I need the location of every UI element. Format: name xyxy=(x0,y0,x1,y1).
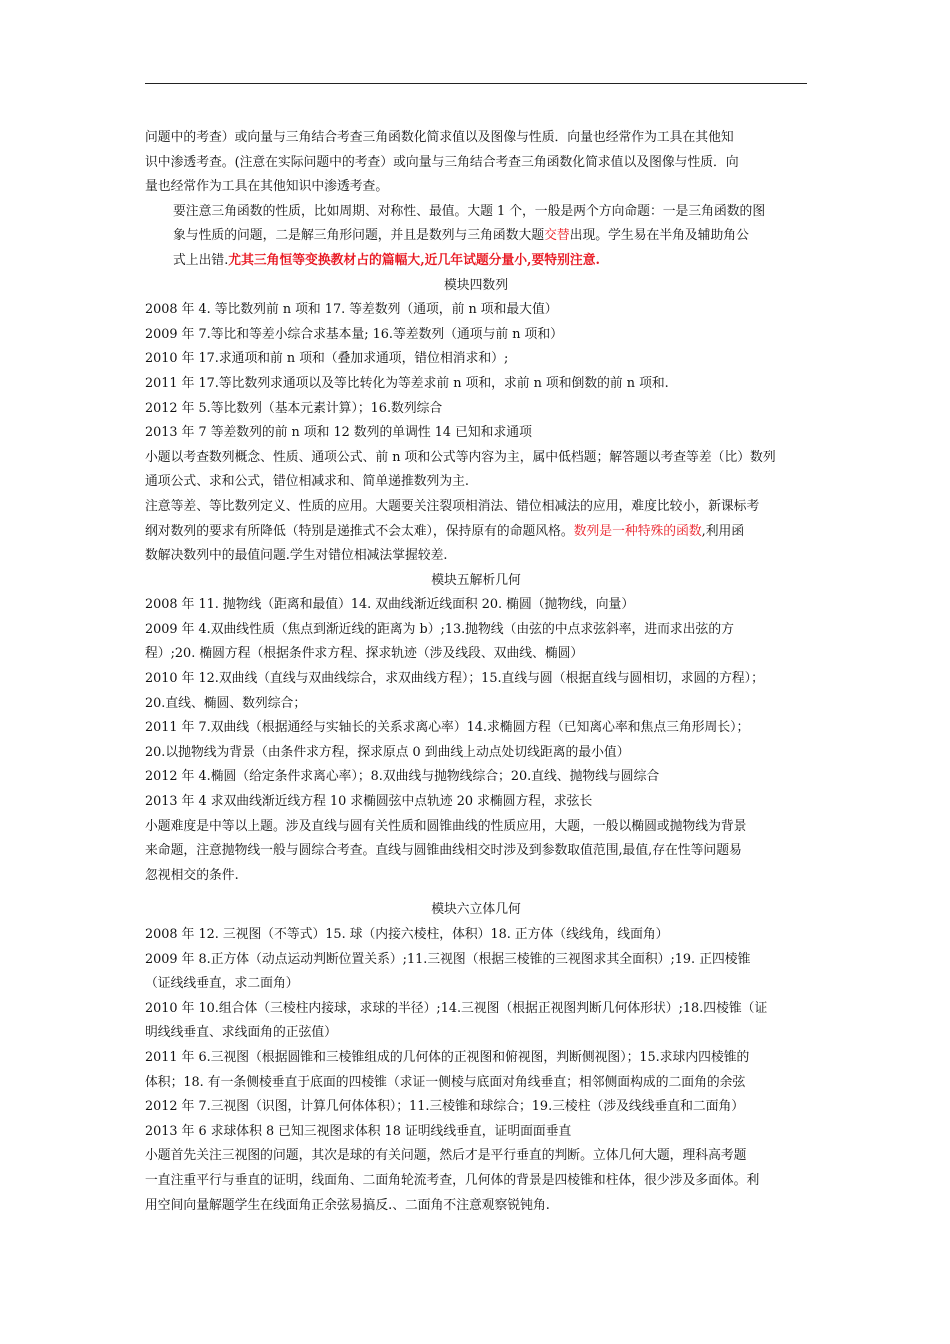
text-line: 2008 年 4. 等比数列前 n 项和 17. 等差数列（通项，前 n 项和最大值） xyxy=(145,302,558,318)
text-line: 2009 年 7.等比和等差小综合求基本量; 16.等差数列（通项与前 n 项和） xyxy=(145,326,563,342)
text-line: 2012 年 7.三视图（识图，计算几何体体积）；11.三棱锥和球综合；19.三棱柱（涉及线线垂直和二面角） xyxy=(145,1099,745,1115)
text-line: 问题中的考查）或向量与三角结合考查三角函数化简求值以及图像与性质．向量也经常作为工具在其他知 xyxy=(145,130,734,145)
highlighted-text: 尤其三角恒等变换教材占的篇幅大,近几年试题分量小,要特别注意. xyxy=(228,252,600,268)
text-line: 2009 年 8.正方体（动点运动判断位置关系）;11.三视图（根据三棱锥的三视图求其全面积）;19. 正四棱锥 xyxy=(145,951,751,967)
text-line xyxy=(145,224,807,249)
text-line: 20.以抛物线为背景（由条件求方程，探求原点 0 到曲线上动点处切线距离的最小值） xyxy=(145,744,630,760)
text-line: 2012 年 5.等比数列（基本元素计算）；16.数列综合 xyxy=(145,400,443,416)
text-line xyxy=(145,249,807,274)
text-line: 明线线垂直、求线面角的正弦值） xyxy=(145,1025,337,1041)
text-line: 2009 年 4.双曲线性质（焦点到渐近线的距离为 b）;13.抛物线（由弦的中点求弦斜率，进而求出弦的方 xyxy=(145,621,734,637)
text-line: 2013 年 6 求球体积 8 已知三视图求体积 18 证明线线垂直，证明面面垂直 xyxy=(145,1123,572,1139)
text-segment: 纲对数列的要求有所降低（特别是递推式不会太难），保持原有的命题风格。 xyxy=(145,523,574,539)
section-heading: 模块四数列 xyxy=(444,277,508,293)
text-line: 2010 年 17.求通项和前 n 项和（叠加求通项，错位相消求和）; xyxy=(145,351,509,367)
text-line: （证线线垂直，求二面角） xyxy=(145,976,299,992)
text-segment: 象与性质的问题，二是解三角形问题，并且是数列与三角函数大题 xyxy=(173,228,545,244)
text-line: 小题首先关注三视图的问题，其次是球的有关问题，然后才是平行垂直的判断。立体几何大题，理科高考题 xyxy=(145,1148,747,1164)
text-line: 2011 年 17.等比数列求通项以及等比转化为等差求前 n 项和，求前 n 项和倒数的前 n 项和. xyxy=(145,375,669,391)
section-heading: 模块六立体几何 xyxy=(431,902,521,918)
text-line: 2013 年 4 求双曲线渐近线方程 10 求椭圆弦中点轨迹 20 求椭圆方程，求弦长 xyxy=(145,794,593,810)
text-line: 小题难度是中等以上题。涉及直线与圆有关性质和圆锥曲线的性质应用，大题，一般以椭圆或抛物线为背景 xyxy=(145,818,747,834)
text-line: 2008 年 12. 三视图（不等式）15. 球（内接六棱柱，体积）18. 正方体（线线角，线面角） xyxy=(145,927,669,942)
text-line: 通项公式、求和公式，错位相减求和、简单递推数列为主. xyxy=(145,474,469,490)
header-rule xyxy=(145,83,807,84)
text-segment: 式上出错. xyxy=(173,252,229,268)
text-line: 2008 年 11. 抛物线（距离和最值）14. 双曲线渐近线面积 20. 椭圆（抛物线，向量） xyxy=(145,597,635,613)
text-line: 量也经常作为工具在其他知识中渗透考查。 xyxy=(145,179,389,195)
text-line: 识中渗透考查。(注意在实际问题中的考查）或向量与三角结合考查三角函数化简求值以及图像与性质．向 xyxy=(145,154,739,170)
text-line: 体积；18. 有一条侧棱垂直于底面的四棱锥（求证一侧棱与底面对角线垂直；相邻侧面构成的二面角的余弦 xyxy=(145,1074,746,1090)
paragraph-gap xyxy=(145,888,807,898)
highlighted-text: 数列是一种特殊的函数 xyxy=(573,523,702,539)
text-line: 2010 年 12.双曲线（直线与双曲线综合，求双曲线方程）；15.直线与圆（根据直线与圆相切，求圆的方程）； xyxy=(145,671,764,687)
text-line: 2013 年 7 等差数列的前 n 项和 12 数列的单调性 14 已知和求通项 xyxy=(145,425,532,441)
section-heading: 模块五解析几何 xyxy=(431,572,521,588)
text-line: 2011 年 6.三视图（根据圆锥和三棱锥组成的几何体的正视图和俯视图，判断侧视图）；15.求球内四棱锥的 xyxy=(145,1049,750,1065)
text-line: 数解决数列中的最值问题.学生对错位相减法掌握较差. xyxy=(145,548,448,564)
text-line: 来命题，注意抛物线一般与圆综合考查。直线与圆锥曲线相交时涉及到参数取值范围,最值,存在性等问题易 xyxy=(145,843,742,859)
text-line: 注意等差、等比数列定义、性质的应用。大题要关注裂项相消法、错位相减法的应用，难度比较小，新课标考 xyxy=(145,498,760,514)
text-segment: ,利用函 xyxy=(701,523,745,539)
text-line: 一直注重平行与垂直的证明，线面角、二面角轮流考查，几何体的背景是四棱锥和柱体，很少涉及多面体。利 xyxy=(145,1172,760,1188)
text-line: 2011 年 7.双曲线（根据通经与实轴长的关系求离心率）14.求椭圆方程（已知离心率和焦点三角形周长）； xyxy=(145,720,750,736)
text-line: 小题以考查数列概念、性质、通项公式、前 n 项和公式等内容为主，属中低档题；解答题以考查等差（比）数列 xyxy=(145,449,776,465)
highlighted-text: 交替 xyxy=(544,228,570,244)
text-segment: 要注意三角函数的性质，比如周期、对称性、最值。大题 1 个，一般是两个方向命题：一是三角函数的图 xyxy=(173,203,766,219)
text-line: 2010 年 10.组合体（三棱柱内接球，求球的半径）;14.三视图（根据正视图判断几何体形状）;18.四棱锥（证 xyxy=(145,1000,768,1016)
document-body xyxy=(145,126,807,1218)
text-line xyxy=(145,200,807,225)
text-line: 忽视相交的条件. xyxy=(145,867,239,883)
text-segment: 出现。学生易在半角及辅助角公 xyxy=(569,228,749,244)
text-line: 程）;20. 椭圆方程（根据条件求方程、探求轨迹（涉及线段、双曲线、椭圆） xyxy=(145,646,584,662)
text-line: 用空间向量解题学生在线面角正余弦易搞反.、二面角不注意观察锐钝角. xyxy=(145,1197,550,1213)
text-line: 20.直线、椭圆、数列综合； xyxy=(145,695,307,711)
text-line xyxy=(145,520,807,545)
text-line: 2012 年 4.椭圆（给定条件求离心率）；8.双曲线与抛物线综合；20.直线、抛物线与圆综合 xyxy=(145,769,660,785)
